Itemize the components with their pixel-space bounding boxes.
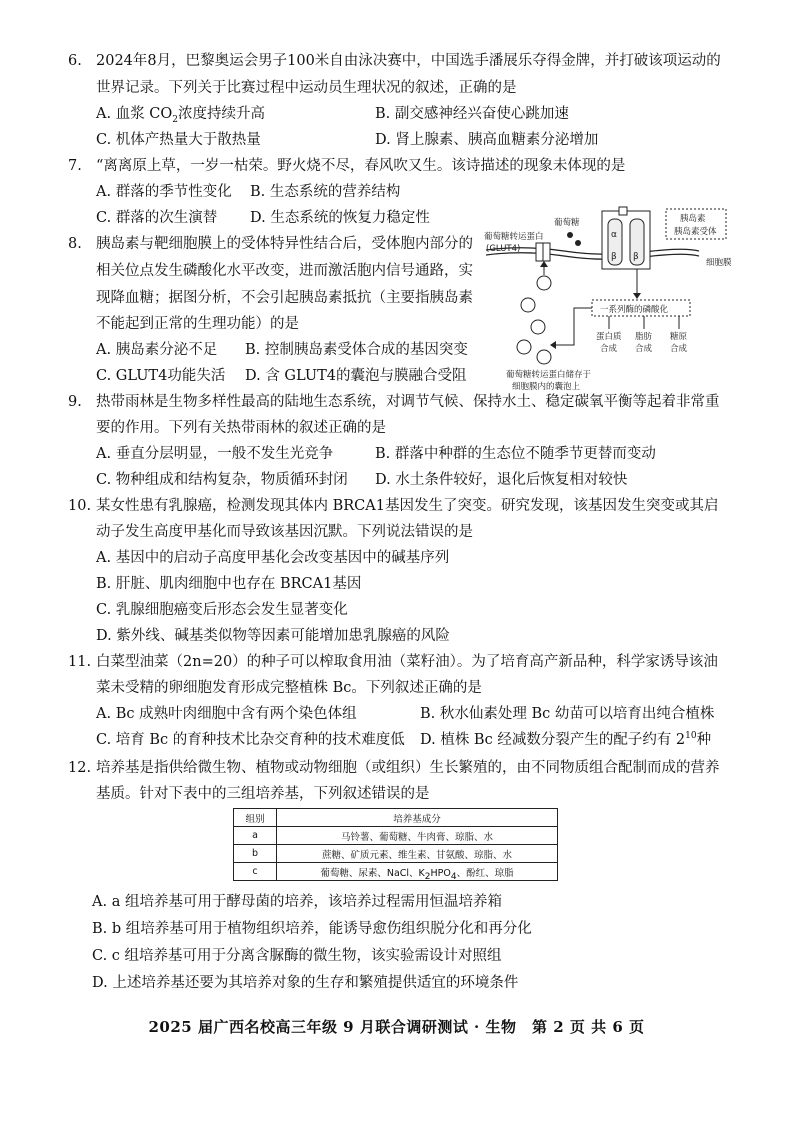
- legend-insulin-label: 胰岛素: [680, 214, 706, 224]
- q6-stem-line1: 6. 2024年8月，巴黎奥运会男子100米自由泳决赛中，中国选手潘展乐夺得金牌，并打破该项运动的: [68, 53, 721, 69]
- table-row: [234, 827, 558, 845]
- table-row: [234, 845, 558, 863]
- vesicle-label-line2: 细胞膜内的囊泡上: [512, 382, 581, 392]
- page-footer: 2025 届广西名校高三年级 9 月联合调研测试 · 生物 第 2 页 共 6 页: [148, 1018, 645, 1036]
- culture-medium-table: [233, 808, 558, 881]
- q10-option-d: D. 紫外线、碱基类似物等因素可能增加患乳腺癌的风险: [96, 628, 450, 644]
- vesicle-icon: [521, 298, 535, 312]
- vesicle-fusion-arrowhead: [540, 261, 548, 267]
- vesicle-arrow: [554, 308, 592, 345]
- q8-stem-line2: 相关位点发生磷酸化水平改变，进而激活胞内信号通路，实: [96, 263, 473, 279]
- transporter-label-line1: 葡萄糖转运蛋白: [484, 232, 544, 242]
- vesicle-icon: [531, 320, 545, 334]
- q9-stem-line1: 9. 热带雨林是生物多样性最高的陆地生态系统，对调节气候、保持水土、稳定碳氧平衡等起着非常重: [68, 394, 720, 410]
- q7-stem: 7. “离离原上草，一岁一枯荣。野火烧不尽，春风吹又生。该诗描述的现象未体现的是: [68, 158, 626, 174]
- q7-option-a: A. 群落的季节性变化: [96, 184, 232, 200]
- table-cell-group: c: [234, 863, 277, 881]
- protein-label-line2: 合成: [600, 344, 618, 354]
- q10-stem-line1: 10. 某女性患有乳腺癌，检测发现其体内 BRCA1基因发生了突变。研究发现，该基因发生突变或其启: [68, 498, 719, 514]
- q9-option-c: C. 物种组成和结构复杂，物质循环封闭: [96, 472, 348, 488]
- q9-option-d: D. 水土条件较好，退化后恢复相对较快: [375, 472, 628, 488]
- fat-label-line1: 脂肪: [635, 332, 653, 342]
- fat-label-line2: 合成: [635, 344, 653, 354]
- q8-stem-line1: 8. 胰岛素与靶细胞膜上的受体特异性结合后，受体胞内部分的: [68, 236, 473, 252]
- vesicle-icon: [537, 276, 551, 290]
- q12-option-d: D. 上述培养基还要为其培养对象的生存和繁殖提供适宜的环境条件: [92, 975, 519, 991]
- table-row: [234, 863, 558, 881]
- table-cell-composition: 马铃薯、葡萄糖、牛肉膏、琼脂、水: [277, 827, 558, 845]
- q11-option-c: C. 培育 Bc 的育种技术比杂交育种的技术难度低: [96, 732, 405, 748]
- q12-option-a: A. a 组培养基可用于酵母菌的培养，该培养过程需用恒温培养箱: [92, 894, 502, 910]
- table-cell-composition: 葡萄糖、尿素、NaCl、$K_2HPO_4$、酚红、琼脂: [277, 863, 558, 881]
- q10-option-b: B. 肝脏、肌肉细胞中也存在 BRCA1基因: [96, 576, 362, 592]
- q8-option-c: C. GLUT4功能失活: [96, 368, 226, 384]
- q12-stem-line1: 12. 培养基是指供给微生物、植物或动物细胞（或组织）生长繁殖的，由不同物质组合配制而成的营养: [68, 760, 720, 776]
- q7-option-b: B. 生态系统的营养结构: [250, 184, 401, 200]
- beta-label-right: β: [633, 252, 639, 262]
- vesicle-arrowhead: [550, 341, 556, 349]
- q12-option-c: C. c 组培养基可用于分离含脲酶的微生物，该实验需设计对照组: [92, 948, 502, 964]
- vesicle-label-line1: 葡萄糖转运蛋白储存于: [506, 370, 592, 380]
- membrane-label: 细胞膜: [706, 258, 732, 268]
- q7-option-d: D. 生态系统的恢复力稳定性: [250, 210, 430, 226]
- q8-stem-line4: 不能起到正常的生理功能）的是: [96, 316, 299, 332]
- q9-stem-line2: 要的作用。下列有关热带雨林的叙述正确的是: [96, 420, 386, 436]
- q9-option-b: B. 群落中种群的生态位不随季节更替而变动: [375, 446, 656, 462]
- protein-label-line1: 蛋白质: [596, 332, 622, 342]
- glucose-molecule-icon: [575, 240, 581, 246]
- q8-option-d: D. 含 GLUT4的囊泡与膜融合受阻: [245, 368, 467, 384]
- glycogen-label-line1: 糖原: [670, 332, 688, 342]
- q6-option-d: D. 肾上腺素、胰高血糖素分泌增加: [375, 132, 599, 148]
- vesicle-icon: [517, 340, 531, 354]
- q6-option-b: B. 副交感神经兴奋使心跳加速: [375, 106, 569, 122]
- q10-option-a: A. 基因中的启动子高度甲基化会改变基因中的碱基序列: [96, 550, 450, 566]
- table-cell-group: b: [234, 845, 277, 863]
- q11-option-b: B. 秋水仙素处理 Bc 幼苗可以培育出纯合植株: [420, 706, 715, 722]
- q10-option-c: C. 乳腺细胞癌变后形态会发生显著变化: [96, 602, 348, 618]
- table-cell-composition: 蔗糖、矿质元素、维生素、甘氨酸、琼脂、水: [277, 845, 558, 863]
- q12-stem-line2: 基质。针对下表中的三组培养基，下列叙述错误的是: [96, 786, 430, 802]
- table-header-composition: 培养基成分: [277, 809, 558, 827]
- table-cell-group: a: [234, 827, 277, 845]
- q11-option-a: A. Bc 成熟叶肉细胞中含有两个染色体组: [96, 706, 357, 722]
- q8-option-a: A. 胰岛素分泌不足: [96, 342, 218, 358]
- signal-arrowhead: [633, 293, 641, 299]
- transporter-label-line2: (GLUT4): [486, 244, 521, 254]
- q11-option-d: D. 植株 Bc 经减数分裂产生的配子约有 $2^{10}$种: [420, 731, 712, 748]
- phosphorylation-label: 一系列酶的磷酸化: [600, 305, 669, 315]
- glycogen-label-line2: 合成: [670, 344, 688, 354]
- q6-option-c: C. 机体产热量大于散热量: [96, 132, 261, 148]
- glucose-label: 葡萄糖: [554, 218, 580, 228]
- alpha-label: α: [611, 230, 617, 240]
- q8-stem-line3: 现降血糖；据图分析，不会引起胰岛素抵抗（主要指胰岛素: [96, 290, 473, 306]
- q9-option-a: A. 垂直分层明显，一般不发生光竞争: [96, 446, 334, 462]
- beta-label-left: β: [611, 252, 617, 262]
- q6-stem-line2: 世界记录。下列关于比赛过程中运动员生理状况的叙述，正确的是: [96, 80, 517, 96]
- q11-stem-line2: 菜未受精的卵细胞发育形成完整植株 Bc。下列叙述正确的是: [96, 680, 482, 696]
- q11-stem-line1: 11. 白菜型油菜（2n=20）的种子可以榨取食用油（菜籽油）。为了培育高产新品种，科学家诱导该油: [68, 654, 718, 670]
- q6-option-a: A. 血浆 $CO_2$浓度持续升高: [96, 106, 266, 125]
- glucose-molecule-icon: [567, 232, 573, 238]
- vesicle-icon: [537, 350, 551, 364]
- q10-stem-line2: 动子发生高度甲基化而导致该基因沉默。下列说法错误的是: [96, 524, 473, 540]
- table-header-row: [234, 809, 558, 827]
- insulin-molecule-icon: [619, 207, 627, 215]
- q12-option-b: B. b 组培养基可用于植物组织培养，能诱导愈伤组织脱分化和再分化: [92, 921, 532, 937]
- q7-option-c: C. 群落的次生演替: [96, 210, 218, 226]
- table-header-group: 组别: [234, 809, 277, 827]
- q8-option-b: B. 控制胰岛素受体合成的基因突变: [245, 342, 468, 358]
- legend-receptor-label: 胰岛素受体: [674, 227, 717, 237]
- insulin-signaling-diagram: [484, 205, 734, 400]
